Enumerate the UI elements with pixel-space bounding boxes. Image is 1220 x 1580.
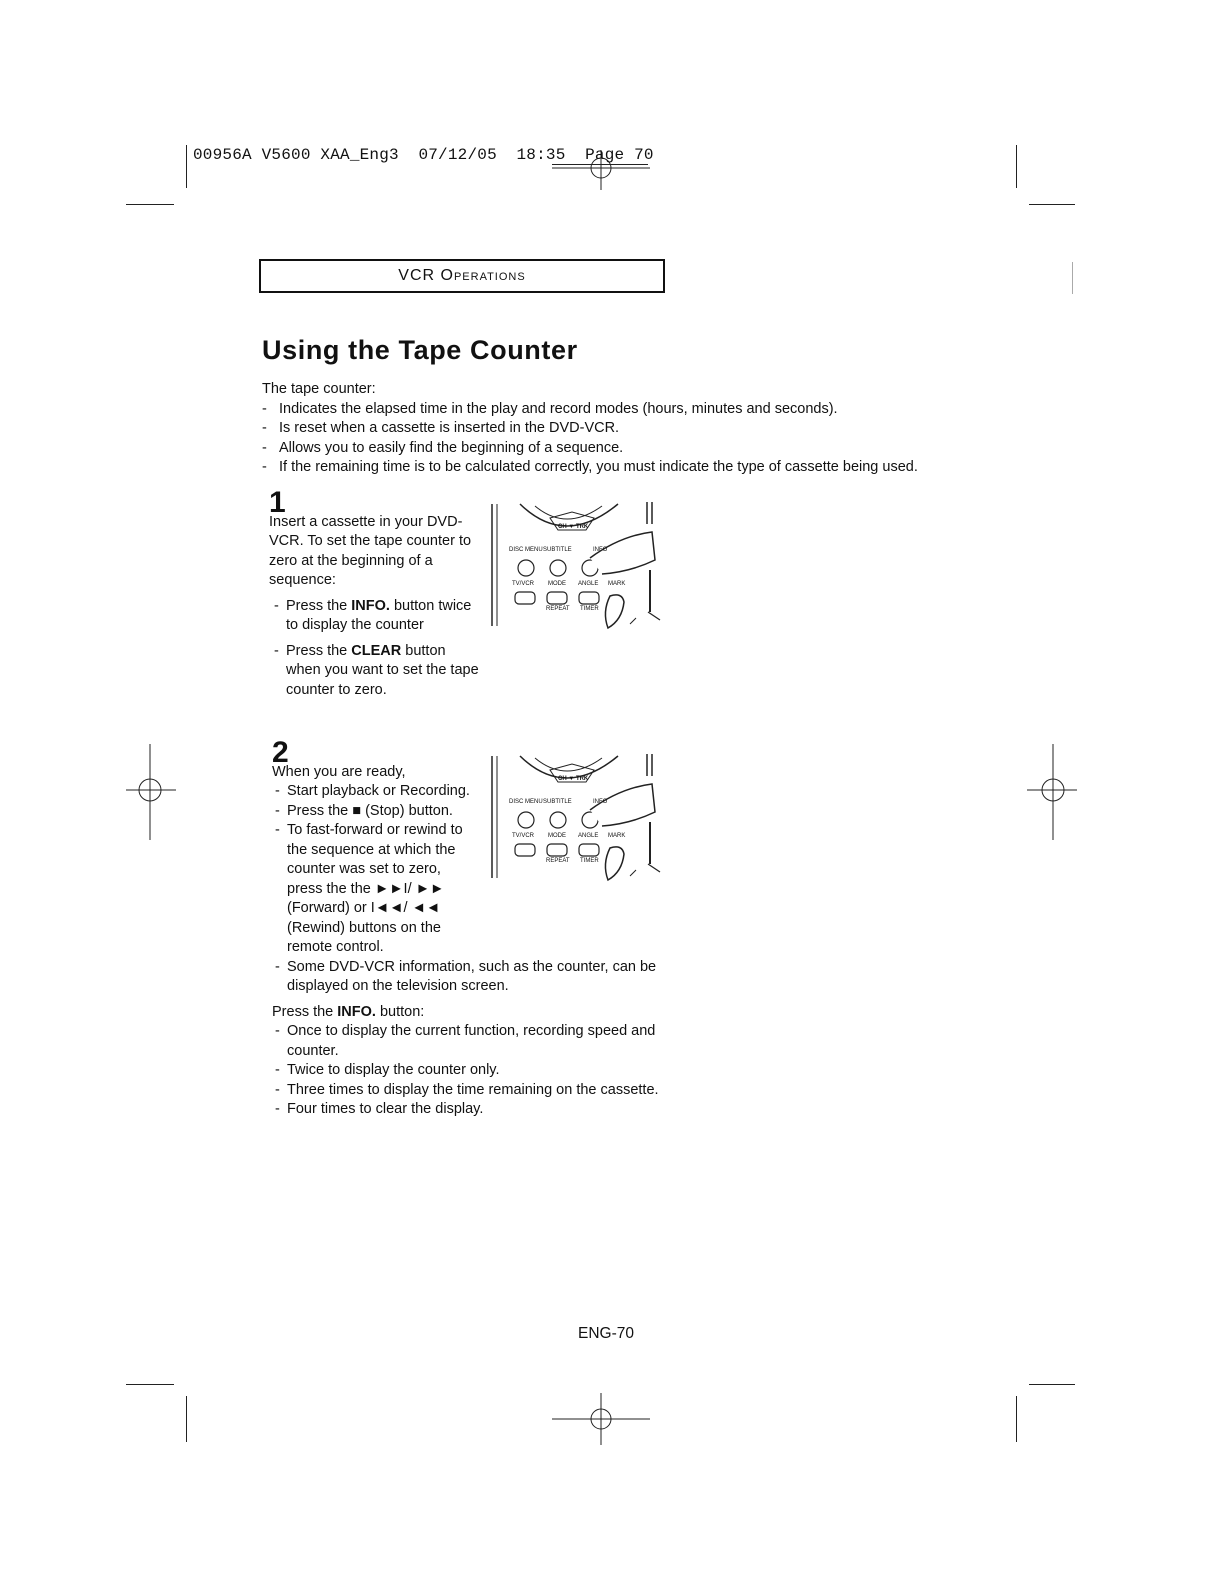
list-item: - Allows you to easily find the beginning of a sequence. <box>262 439 962 459</box>
list-item: - Indicates the elapsed time in the play and record modes (hours, minutes and seconds). <box>262 400 962 420</box>
registration-mark-bottom <box>550 1393 652 1445</box>
slug-date: 07/12/05 <box>418 146 497 164</box>
print-slug <box>193 146 654 164</box>
lead-text: button: <box>375 1003 425 1020</box>
crop-mark-tr-h <box>1029 204 1075 205</box>
step-1-bullets <box>269 597 479 701</box>
angle-label: ANGLE <box>578 833 599 839</box>
crop-mark-tl-v <box>186 145 187 188</box>
bullet-text: button when you want to set the tape counter to zero. <box>286 642 479 698</box>
crop-mark-tr-v <box>1016 145 1017 188</box>
intro-list <box>262 400 962 478</box>
crop-mark-tl-h <box>126 204 174 205</box>
timer-label: TIMER <box>580 606 599 612</box>
intro-lead: The tape counter: <box>262 381 376 397</box>
mode-label: MODE <box>548 833 566 839</box>
angle-label: ANGLE <box>578 581 599 587</box>
bullet-text: Press the <box>286 642 352 659</box>
step-1 <box>269 486 479 706</box>
slug-time: 18:35 <box>516 146 566 164</box>
crop-mark-br-v <box>1016 1396 1017 1442</box>
subtitle-label: SUBTITLE <box>543 799 572 805</box>
list-item: - Three times to display the time remaining on the cassette. <box>272 1081 662 1101</box>
remote-drawing <box>490 752 662 884</box>
dial-label: CH ▼ TRK <box>558 524 589 530</box>
list-item: - Four times to clear the display. <box>272 1100 662 1120</box>
list-item: - Start playback or Recording. <box>272 782 477 802</box>
slug-page: Page 70 <box>585 146 654 164</box>
slug-file-ref: 00956A V5600 XAA_Eng3 <box>193 146 399 164</box>
disc-menu-label: DISC MENU <box>509 799 543 805</box>
crop-mark-bl-v <box>186 1396 187 1442</box>
remote-illustration-2 <box>490 752 662 884</box>
info-button-name: INFO. <box>337 1003 376 1020</box>
list-item <box>269 642 479 701</box>
registration-mark-left <box>126 744 176 840</box>
dial-label: CH ▼ TRK <box>558 776 589 782</box>
step-2-info-note <box>272 958 662 997</box>
section-label: VCR Operations <box>398 267 526 284</box>
list-item: - Is reset when a cassette is inserted in the DVD-VCR. <box>262 419 962 439</box>
lead-text: Press the <box>272 1003 338 1020</box>
remote-illustration-1 <box>490 500 662 632</box>
page-number: ENG-70 <box>578 1325 634 1342</box>
subtitle-label: SUBTITLE <box>543 547 572 553</box>
info-button-name: INFO. <box>351 597 390 614</box>
list-item: - Press the ■ (Stop) button. <box>272 802 477 822</box>
disc-menu-label: DISC MENU <box>509 547 543 553</box>
timer-label: TIMER <box>580 858 599 864</box>
clear-button-name: CLEAR <box>351 642 402 659</box>
step-1-number: 1 <box>269 486 286 519</box>
registration-mark-right <box>1027 744 1077 840</box>
intro-block <box>262 380 962 478</box>
mode-label: MODE <box>548 581 566 587</box>
remote-drawing <box>490 500 662 632</box>
step-2-number: 2 <box>272 736 289 769</box>
repeat-label: REPEAT <box>546 606 570 612</box>
mark-label: MARK <box>608 581 626 587</box>
list-item: - Once to display the current function, recording speed and counter. <box>272 1022 662 1061</box>
bullet-text: button twice to display the counter <box>286 597 472 633</box>
mark-label: MARK <box>608 833 626 839</box>
list-item <box>269 597 479 636</box>
info-button-lead <box>272 1003 662 1023</box>
step-2-list <box>272 782 477 958</box>
crop-mark-br-h <box>1029 1384 1075 1385</box>
list-item: - Twice to display the counter only. <box>272 1061 662 1081</box>
list-item: - If the remaining time is to be calculated correctly, you must indicate the type of cassette being used. <box>262 458 962 478</box>
step-1-text: Insert a cassette in your DVD-VCR. To set the tape counter to zero at the beginning of a sequence: <box>269 513 472 588</box>
crop-mark-bl-h <box>126 1384 174 1385</box>
repeat-label: REPEAT <box>546 858 570 864</box>
info-label: INFO <box>593 799 608 805</box>
info-press-list <box>272 1022 662 1120</box>
section-header-box <box>259 259 665 293</box>
edge-tick-right <box>1072 262 1073 294</box>
tv-vcr-label: TV/VCR <box>512 833 535 839</box>
bullet-text: Press the <box>286 597 352 614</box>
info-label: INFO <box>593 547 608 553</box>
list-item: - To fast-forward or rewind to the sequence at which the counter was set to zero, press the the ►►I/ ►► (Forward) or I◄◄/ ◄◄ (Rewind) buttons on the remote control. <box>272 821 477 958</box>
tv-vcr-label: TV/VCR <box>512 581 535 587</box>
list-item: - Some DVD-VCR information, such as the counter, can be displayed on the television screen. <box>272 958 662 997</box>
step-2-lead: When you are ready, <box>272 763 406 780</box>
page-title: Using the Tape Counter <box>262 335 578 365</box>
slug-underline <box>552 164 648 165</box>
